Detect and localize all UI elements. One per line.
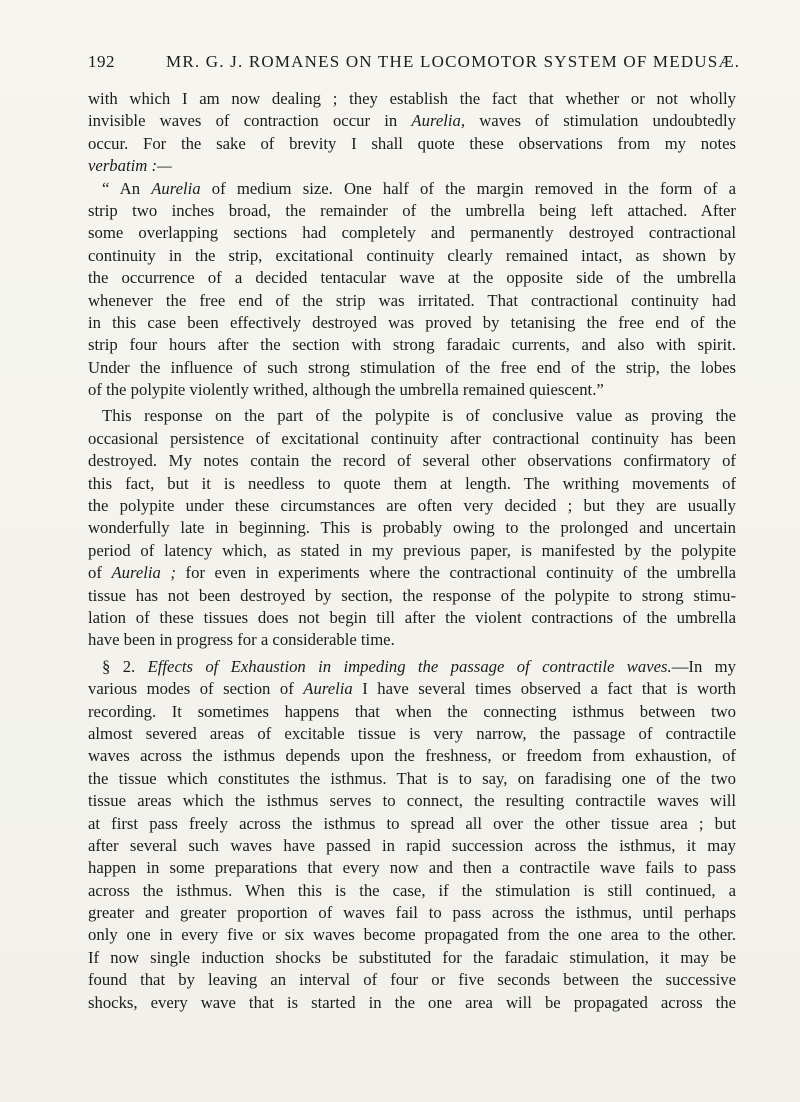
text-line: Under the influence of such strong stimulation of the free end of the strip, the lobes [88, 357, 736, 377]
text-line: If now single induction shocks be substituted for the faradaic stimulation, it may be [88, 947, 736, 967]
text-line: period of latency which, as stated in my previous paper, is manifested by the polypite [88, 540, 736, 560]
text-line [88, 155, 736, 177]
text-line: waves across the isthmus depends upon the freshness, or freedom from exhaustion, of [88, 746, 736, 766]
text-line: at first pass freely across the isthmus to spread all over the other tissue area ; but [88, 813, 736, 833]
text-line: of the polypite violently writhed, although the umbrella remained quiescent.” [88, 380, 604, 400]
text-line: across the isthmus. When this is the case, if the stimulation is still continued, a [88, 880, 736, 900]
text-line: strip four hours after the section with strong faradaic currents, and also with spirit. [88, 335, 736, 355]
page-header [88, 52, 741, 76]
page-number: 192 [88, 52, 115, 71]
text-line: the occurrence of a decided tentacular wave at the opposite side of the umbrella [88, 268, 736, 288]
text-line: continuity in the strip, excitational continuity clearly remained intact, as shown by [88, 245, 736, 265]
text-line: of Aurelia ; for even in experiments where the contractional continuity of the umbrella [88, 563, 736, 583]
paragraph-3 [88, 405, 736, 651]
text-line: This response on the part of the polypite is of conclusive value as proving the [102, 406, 736, 426]
text-line: recording. It sometimes happens that when the connecting isthmus between two [88, 701, 736, 721]
section-2 [88, 656, 736, 1014]
text-line: greater and greater proportion of waves fail to pass across the isthmus, until perhaps [88, 903, 736, 923]
text-line: destroyed. My notes contain the record of several other observations confirmatory of [88, 451, 736, 471]
paragraph-1 [88, 88, 736, 178]
text-line: have been in progress for a considerable time. [88, 630, 395, 650]
text-line: only one in every five or six waves become propagated from the one area to the other. [88, 925, 736, 945]
section-heading-line [88, 656, 736, 678]
running-title: MR. G. J. ROMANES ON THE LOCOMOTOR SYSTEM OF MEDUSÆ. [166, 52, 741, 71]
italic-term: Aurelia, [411, 111, 466, 131]
text-line: various modes of section of Aurelia I have several times observed a fact that is worth [88, 679, 736, 699]
text-line: this fact, but it is needless to quote them at length. The writhing movements of [88, 473, 736, 493]
text-line: wonderfully late in beginning. This is probably owing to the prolonged and uncertain [88, 518, 736, 538]
text-line: lation of these tissues does not begin till after the violent contractions of the umbrella [88, 607, 736, 627]
italic-term: verbatim :— [88, 156, 172, 176]
body-text [88, 88, 736, 1014]
italic-term: Aurelia [151, 178, 201, 198]
text-line: “ An Aurelia of medium size. One half of the margin removed in the form of a [102, 178, 737, 198]
section-title: Effects of Exhaustion in impeding the passage of contractile waves. [147, 656, 672, 676]
text-line: occur. For the sake of brevity I shall quote these observations from my notes [88, 133, 736, 153]
text-line: invisible waves of contraction occur in Aurelia, waves of stimulation undoubtedly [88, 111, 736, 131]
text-line: occasional persistence of excitational continuity after contractional continuity has been [88, 428, 736, 448]
text-line: whenever the free end of the strip was irritated. That contractional continuity had [88, 290, 736, 310]
text-line: the polypite under these circumstances are often very decided ; but they are usually [88, 496, 736, 516]
text-line: found that by leaving an interval of four or five seconds between the successive [88, 970, 736, 990]
text-line: the tissue which constitutes the isthmus. That is to say, on faradising one of the two [88, 768, 736, 788]
text-line: in this case been effectively destroyed was proved by tetanising the free end of the [88, 312, 736, 332]
text-line: some overlapping sections had completely and permanently destroyed contractional [88, 223, 736, 243]
section-number: § 2. [102, 656, 136, 676]
section-heading-tail: —In my [671, 656, 737, 676]
text-line: after several such waves have passed in rapid succession across the isthmus, it may [88, 835, 736, 855]
text-line: tissue areas which the isthmus serves to connect, the resulting contractile waves will [88, 791, 736, 811]
text-line: with which I am now dealing ; they establish the fact that whether or not wholly [88, 89, 736, 108]
paragraph-2 [88, 178, 736, 402]
text-line: shocks, every wave that is started in the one area will be propagated across the [88, 992, 736, 1012]
italic-term: Aurelia ; [111, 563, 176, 583]
text-line: almost severed areas of excitable tissue is very narrow, the passage of contractile [88, 723, 736, 743]
text-line: tissue has not been destroyed by section, the response of the polypite to strong stimu- [88, 585, 736, 605]
text-line: happen in some preparations that every now and then a contractile wave fails to pass [88, 858, 736, 878]
italic-term: Aurelia [303, 679, 353, 699]
text-line: strip two inches broad, the remainder of the umbrella being left attached. After [88, 200, 736, 220]
